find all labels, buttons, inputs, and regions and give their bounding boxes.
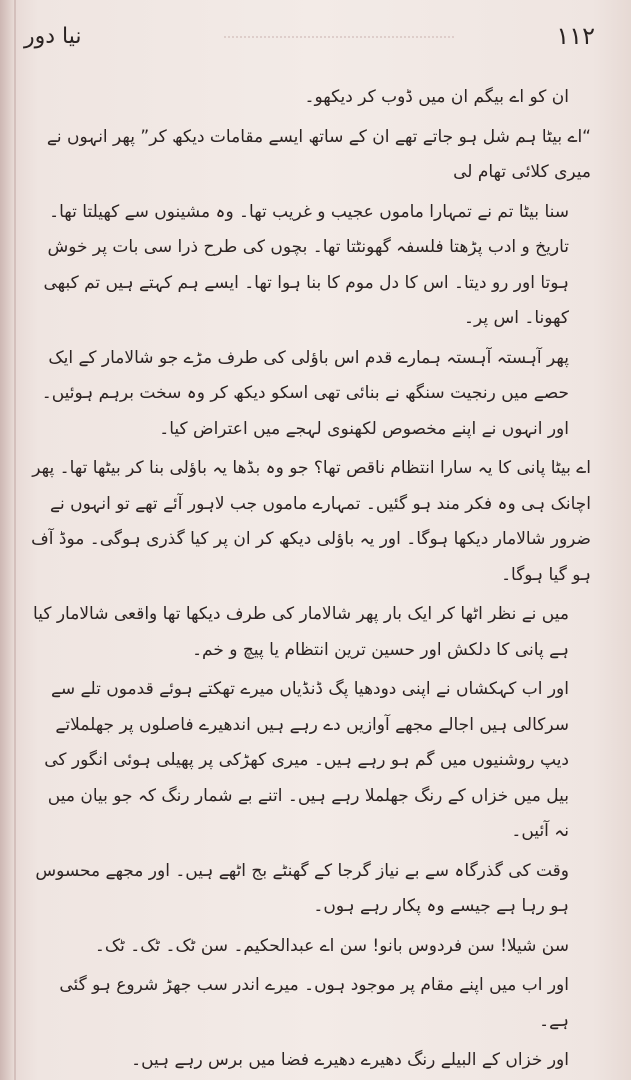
paragraph: ان کو اے بیگم ان میں ڈوب کر دیکھو۔ [304, 87, 569, 107]
running-title: نیا دور [24, 24, 82, 49]
paragraph: اور اب کہکشاں نے اپنی دودھیا پگ ڈنڈیاں میرے تھکتے ہوئے قدموں تلے سے سرکالی ہیں اجالے مجھے آوازیں دے رہے ہیں اندھیرے فاصلوں پر جھلملاتے دیپ روشنیوں میں گم ہو رہے ہیں۔ میری کھڑکی پر پھیلی ہوئی انگور کی بیل میں خزاں کے رنگ جھلملا رہے ہیں۔ اتنے بے شمار رنگ کہ جو بیان میں نہ آئیں۔ [44, 679, 569, 841]
paragraph: اور خزاں کے البیلے رنگ دھیرے دھیرے فضا میں برس رہے ہیں۔ [131, 1050, 569, 1070]
paragraph: اور اب میں اپنے مقام پر موجود ہوں۔ میرے اندر سب جھڑ شروع ہو گئی ہے۔ [59, 975, 569, 1031]
paragraph: سنا بیٹا تم نے تمہارا ماموں عجیب و غریب تھا۔ وہ مشینوں سے کھیلتا تھا۔ تاریخ و ادب پڑھتا فلسفہ گھونٹتا تھا۔ بچوں کی طرح ذرا سی بات پر خوش ہوتا اور رو دیتا۔ اس کا دل موم کا بنا ہوا تھا۔ ایسے ہم کہتے ہیں تم کبھی کھونا۔ اس پر۔ [43, 201, 569, 328]
page-header [24, 22, 595, 62]
paragraph: اے بیٹا پانی کا یہ سارا انتظام ناقص تھا؟ جو وہ بڈھا یہ باؤلی بنا کر بیٹھا تھا۔ پھر اچانک ہی وہ فکر مند ہو گئیں۔ تمہارے ماموں جب لاہور آئے تھے تو انہوں نے ضرور شالامار دیکھا ہوگا۔ اور یہ باؤلی دیکھ کر ان پر کیا گذری ہوگی۔ موڈ آف ہو گیا ہوگا۔ [31, 458, 591, 585]
page-gutter [0, 0, 14, 1080]
binding-edge [14, 0, 16, 1080]
paragraph: “اے بیٹا ہم شل ہو جاتے تھے ان کے ساتھ ایسے مقامات دیکھ کر” پھر انہوں نے میری کلائی تھام لی [46, 126, 591, 182]
faded-stamp [224, 36, 454, 48]
paragraph: وقت کی گذرگاہ سے بے نیاز گرجا کے گھنٹے بج اٹھے ہیں۔ اور مجھے محسوس ہو رہا ہے جیسے وہ پکار رہے ہوں۔ [35, 860, 569, 916]
paragraph: میں نے نظر اٹھا کر ایک بار پھر شالامار کی طرف دیکھا تھا واقعی شالامار کیا ہے پانی کا دلکش اور حسین ترین انتظام یا پیچ و خم۔ [33, 604, 569, 660]
paragraph: سن شیلا! سن فردوس بانو! سن اے عبدالحکیم۔ سن ٹک۔ ٹک۔ ٹک۔ [94, 935, 569, 956]
page-number: ۱۱۲ [556, 22, 595, 50]
page-body [30, 80, 591, 1079]
paragraph: پھر آہستہ آہستہ ہمارے قدم اس باؤلی کی طرف مڑے جو شالامار کے ایک حصے میں رنجیت سنگھ نے بنائی تھی اسکو دیکھ کر وہ سخت برہم ہوئیں۔ اور انہوں نے اپنے مخصوص لکھنوی لہجے میں اعتراض کیا۔ [41, 347, 569, 439]
